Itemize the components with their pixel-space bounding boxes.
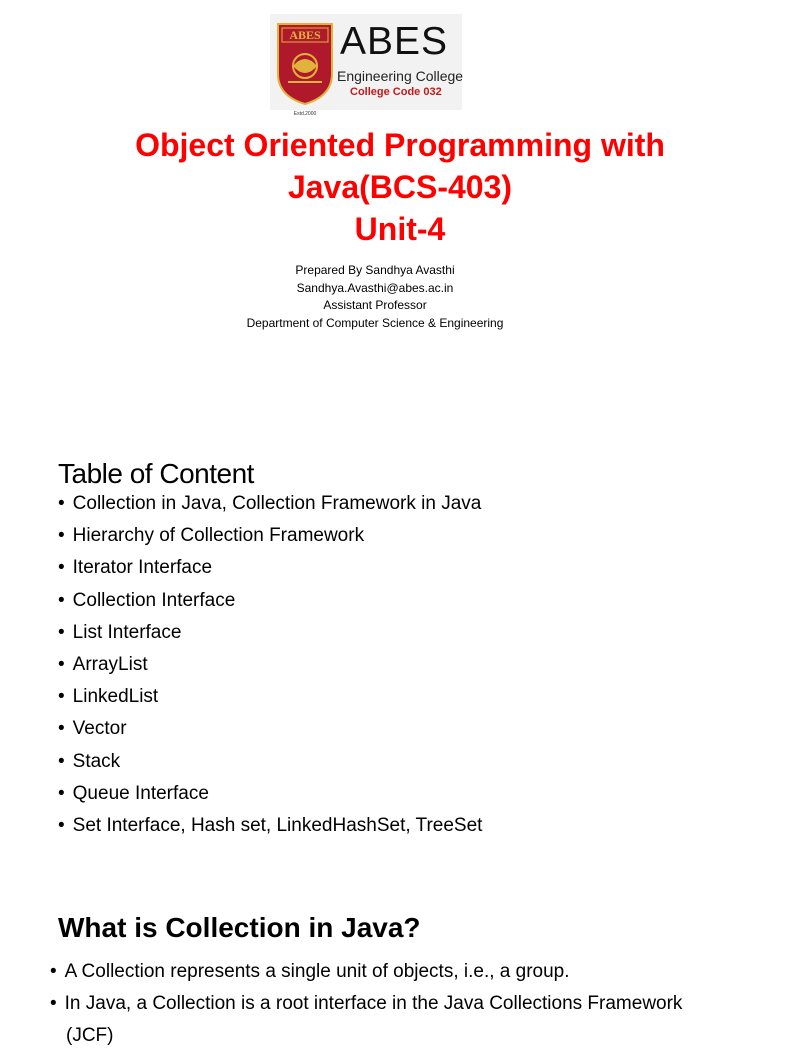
- title-line: Unit-4: [354, 211, 446, 247]
- toc-item: • ArrayList: [58, 653, 482, 685]
- toc-item: • Vector: [58, 717, 482, 749]
- slide-heading: What is Collection in Java?: [58, 912, 421, 943]
- toc-item: • Queue Interface: [58, 782, 482, 814]
- author-email: Sandhya.Avasthi@abes.ac.in: [296, 280, 454, 295]
- collection-intro-slide: [0, 840, 768, 1046]
- toc-item: • LinkedList: [58, 685, 482, 717]
- bullet-item: • In Java, a Collection is a root interface in the Java Collections Framework: [50, 992, 682, 1024]
- toc-slide: [0, 440, 768, 840]
- author-designation: Assistant Professor: [323, 298, 427, 312]
- bullet-list: [50, 960, 682, 1056]
- logo-wordmark: ABES: [340, 20, 449, 63]
- crest-text: ABES: [289, 28, 321, 42]
- logo-subtitle: Engineering College: [337, 68, 464, 84]
- college-code: College Code 032: [350, 86, 442, 98]
- toc-item: • Stack: [58, 750, 482, 782]
- title-slide: [0, 0, 768, 440]
- course-title: [0, 124, 800, 250]
- title-line: Object Oriented Programming with: [135, 127, 665, 163]
- author-name: Prepared By Sandhya Avasthi: [295, 263, 455, 277]
- toc-heading: Table of Content: [58, 458, 254, 489]
- college-logo: [270, 14, 464, 117]
- abes-crest-icon: [276, 22, 334, 117]
- toc-item: • List Interface: [58, 621, 482, 653]
- toc-item: • Set Interface, Hash set, LinkedHashSet, TreeSet: [58, 814, 482, 846]
- title-line: Java(BCS-403): [287, 169, 513, 205]
- bullet-item: • A Collection represents a single unit of objects, i.e., a group.: [50, 960, 682, 992]
- toc-item: • Iterator Interface: [58, 556, 482, 588]
- toc-item: • Collection in Java, Collection Framework in Java: [58, 492, 482, 524]
- toc-list: [58, 492, 482, 846]
- author-info: [0, 262, 750, 332]
- toc-item: • Hierarchy of Collection Framework: [58, 524, 482, 556]
- author-department: Department of Computer Science & Engineering: [246, 315, 504, 330]
- bullet-item-continuation: (JCF): [66, 1025, 114, 1046]
- toc-item: • Collection Interface: [58, 589, 482, 621]
- crest-est: Estd.2000: [293, 111, 317, 117]
